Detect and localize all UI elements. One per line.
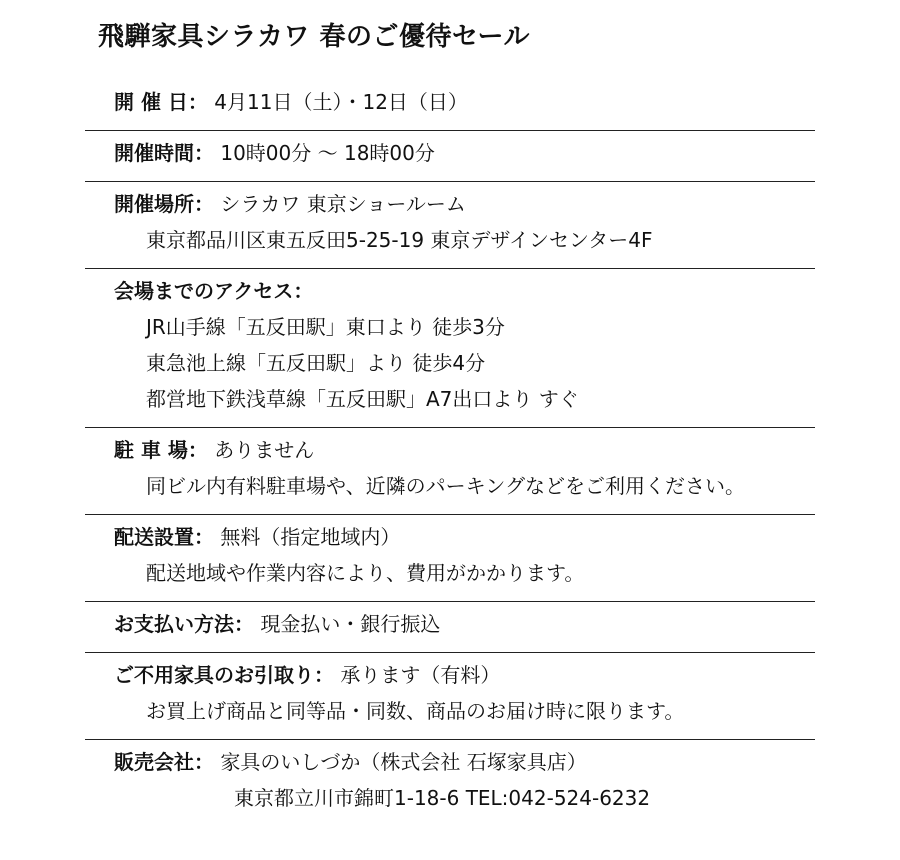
access-route: 東急池上線「五反田駅」より 徒歩4分	[146, 351, 486, 375]
info-label: 開催時間：	[114, 141, 214, 165]
venue-address: 東京都品川区東五反田5-25-19 東京デザインセンター4F	[146, 228, 653, 252]
info-label: 駐 車 場：	[114, 438, 208, 462]
info-value: 4月11日（土）・12日（日）	[214, 90, 468, 114]
info-label: 配送設置：	[114, 525, 214, 549]
info-value: 無料（指定地域内）	[220, 525, 401, 549]
seller-address: 東京都立川市錦町1-18-6 TEL:042-524-6232	[234, 786, 651, 810]
info-row-seller	[85, 740, 815, 826]
info-value: ありません	[214, 438, 315, 462]
info-value: シラカワ 東京ショールーム	[220, 192, 466, 216]
info-label: ご不用家具のお引取り：	[114, 663, 334, 687]
page-title: 飛騨家具シラカワ 春のご優待セール	[98, 22, 530, 52]
sale-info-list	[85, 80, 815, 826]
info-label: 販売会社：	[114, 750, 214, 774]
info-row-parking	[85, 428, 815, 515]
info-label: お支払い方法：	[114, 612, 254, 636]
info-row-delivery	[85, 515, 815, 602]
info-label: 会場までのアクセス：	[114, 279, 314, 303]
info-row-payment	[85, 602, 815, 653]
info-row-pickup	[85, 653, 815, 740]
parking-note: 同ビル内有料駐車場や、近隣のパーキングなどをご利用ください。	[146, 474, 745, 498]
info-row-access	[85, 269, 815, 428]
info-value: 家具のいしづか（株式会社 石塚家具店）	[220, 750, 587, 774]
info-label: 開催場所：	[114, 192, 214, 216]
access-route: JR山手線「五反田駅」東口より 徒歩3分	[146, 315, 505, 339]
info-value: 現金払い・銀行振込	[260, 612, 441, 636]
pickup-note: お買上げ商品と同等品・同数、商品のお届け時に限ります。	[146, 699, 685, 723]
access-route: 都営地下鉄浅草線「五反田駅」A7出口より すぐ	[146, 387, 579, 411]
delivery-note: 配送地域や作業内容により、費用がかかります。	[146, 561, 585, 585]
info-row-date	[85, 80, 815, 131]
info-row-venue	[85, 182, 815, 269]
info-value: 承ります（有料）	[340, 663, 501, 687]
info-value: 10時00分 〜 18時00分	[220, 141, 435, 165]
info-label: 開 催 日：	[114, 90, 208, 114]
info-row-hours	[85, 131, 815, 182]
